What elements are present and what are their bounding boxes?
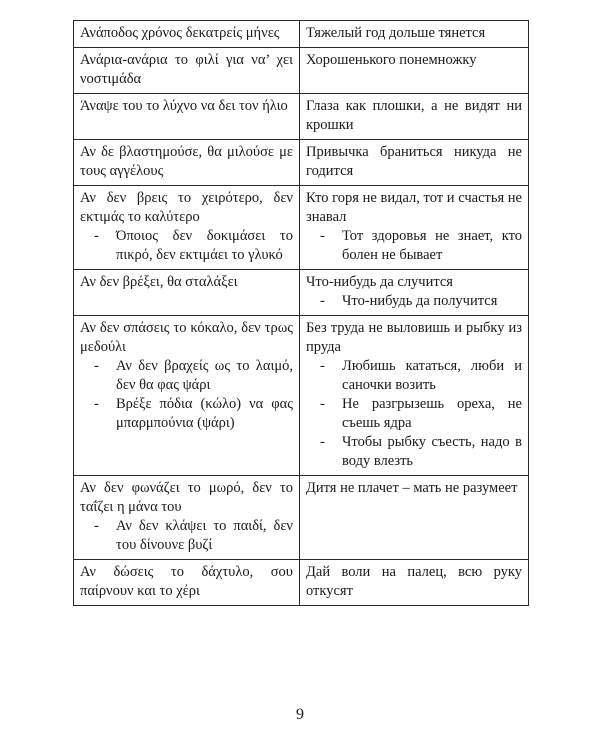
- table-row: [74, 140, 529, 186]
- greek-proverb-text: Ανάποδος χρόνος δεκατρείς μήνες: [80, 25, 280, 41]
- greek-proverb-text: Αν δε βλαστημούσε, θα μιλούσε με τους αγγέλους: [80, 144, 293, 179]
- russian-cell: [300, 560, 529, 606]
- list-item: [306, 357, 522, 395]
- russian-variant-text: Что-нибудь да получится: [342, 293, 498, 309]
- russian-cell: [300, 140, 529, 186]
- table-row: [74, 476, 529, 560]
- list-item: [80, 395, 293, 433]
- russian-variant-text: Чтобы рыбку съесть, надо в воду влезть: [342, 434, 522, 469]
- russian-proverb-text: Дай воли на палец, всю руку откусят: [306, 564, 522, 599]
- dash-bullet: -: [94, 396, 99, 412]
- greek-cell: [74, 94, 300, 140]
- dash-bullet: -: [320, 293, 325, 309]
- greek-cell: [74, 270, 300, 316]
- dash-bullet: -: [94, 358, 99, 374]
- russian-variant-text: Тот здоровья не знает, кто болен не бывает: [342, 228, 522, 263]
- russian-proverb-text: Что-нибудь да случится: [306, 274, 453, 290]
- dash-bullet: -: [320, 434, 325, 450]
- greek-proverb-text: Άναψε του το λύχνο να δει τον ήλιο: [80, 98, 288, 114]
- greek-cell: [74, 48, 300, 94]
- page-number: 9: [296, 706, 304, 723]
- table-row: [74, 48, 529, 94]
- greek-cell: [74, 140, 300, 186]
- greek-cell: [74, 21, 300, 48]
- greek-proverb-text: Αν δεν φωνάζει το μωρό, δεν το ταΐζει η μάνα του: [80, 480, 293, 515]
- list-item: [306, 433, 522, 471]
- table-row: [74, 270, 529, 316]
- russian-proverb-text: Глаза как плошки, а не видят ни крошки: [306, 98, 522, 133]
- greek-proverb-text: Αν δεν βρεις το χειρότερο, δεν εκτιμάς το καλύτερο: [80, 190, 293, 225]
- table-row: [74, 186, 529, 270]
- list-item: [306, 395, 522, 433]
- list-item: [306, 292, 522, 311]
- russian-variant-text: Не разгрызешь ореха, не съешь ядра: [342, 396, 522, 431]
- russian-cell: [300, 94, 529, 140]
- greek-proverb-text: Αν δεν βρέξει, θα σταλάξει: [80, 274, 238, 290]
- russian-cell: [300, 476, 529, 560]
- proverb-table: [73, 20, 529, 606]
- dash-bullet: -: [320, 396, 325, 412]
- list-item: [80, 517, 293, 555]
- greek-variant-list: [80, 357, 293, 433]
- dash-bullet: -: [94, 518, 99, 534]
- russian-proverb-text: Кто горя не видал, тот и счастья не знавал: [306, 190, 522, 225]
- table-row: [74, 560, 529, 606]
- dash-bullet: -: [320, 358, 325, 374]
- dash-bullet: -: [320, 228, 325, 244]
- list-item: [80, 227, 293, 265]
- proverb-table-body: [74, 21, 529, 606]
- greek-variant-text: Όποιος δεν δοκιμάσει το πικρό, δεν εκτιμάει το γλυκό: [116, 228, 293, 263]
- list-item: [80, 357, 293, 395]
- greek-cell: [74, 560, 300, 606]
- greek-proverb-text: Αν δώσεις το δάχτυλο, σου παίρνουν και το χέρι: [80, 564, 293, 599]
- greek-variant-text: Αν δεν κλάψει το παιδί, δεν του δίνουνε βυζί: [116, 518, 293, 553]
- table-row: [74, 94, 529, 140]
- russian-proverb-text: Тяжелый год дольше тянется: [306, 25, 486, 41]
- dash-bullet: -: [94, 228, 99, 244]
- russian-cell: [300, 48, 529, 94]
- russian-cell: [300, 21, 529, 48]
- russian-variant-list: [306, 227, 522, 265]
- russian-cell: [300, 186, 529, 270]
- greek-proverb-text: Αν δεν σπάσεις το κόκαλο, δεν τρως μεδούλι: [80, 320, 293, 355]
- greek-variant-list: [80, 227, 293, 265]
- greek-cell: [74, 186, 300, 270]
- table-row: [74, 316, 529, 476]
- greek-cell: [74, 316, 300, 476]
- greek-cell: [74, 476, 300, 560]
- russian-proverb-text: Дитя не плачет – мать не разумеет: [306, 480, 518, 496]
- russian-cell: [300, 316, 529, 476]
- russian-variant-text: Любишь кататься, люби и саночки возить: [342, 358, 522, 393]
- list-item: [306, 227, 522, 265]
- russian-cell: [300, 270, 529, 316]
- greek-variant-text: Αν δεν βραχείς ως το λαιμό, δεν θα φας ψάρι: [116, 358, 293, 393]
- russian-proverb-text: Без труда не выловишь и рыбку из пруда: [306, 320, 522, 355]
- russian-proverb-text: Хорошенького понемножку: [306, 52, 477, 68]
- russian-variant-list: [306, 292, 522, 311]
- greek-variant-text: Βρέξε πόδια (κώλο) να φας μπαρμπούνια (ψάρι): [116, 396, 293, 431]
- russian-proverb-text: Привычка браниться никуда не годится: [306, 144, 522, 179]
- greek-variant-list: [80, 517, 293, 555]
- greek-proverb-text: Ανάρια-ανάρια το φιλί για να’ χει νοστιμάδα: [80, 52, 293, 87]
- russian-variant-list: [306, 357, 522, 471]
- table-row: [74, 21, 529, 48]
